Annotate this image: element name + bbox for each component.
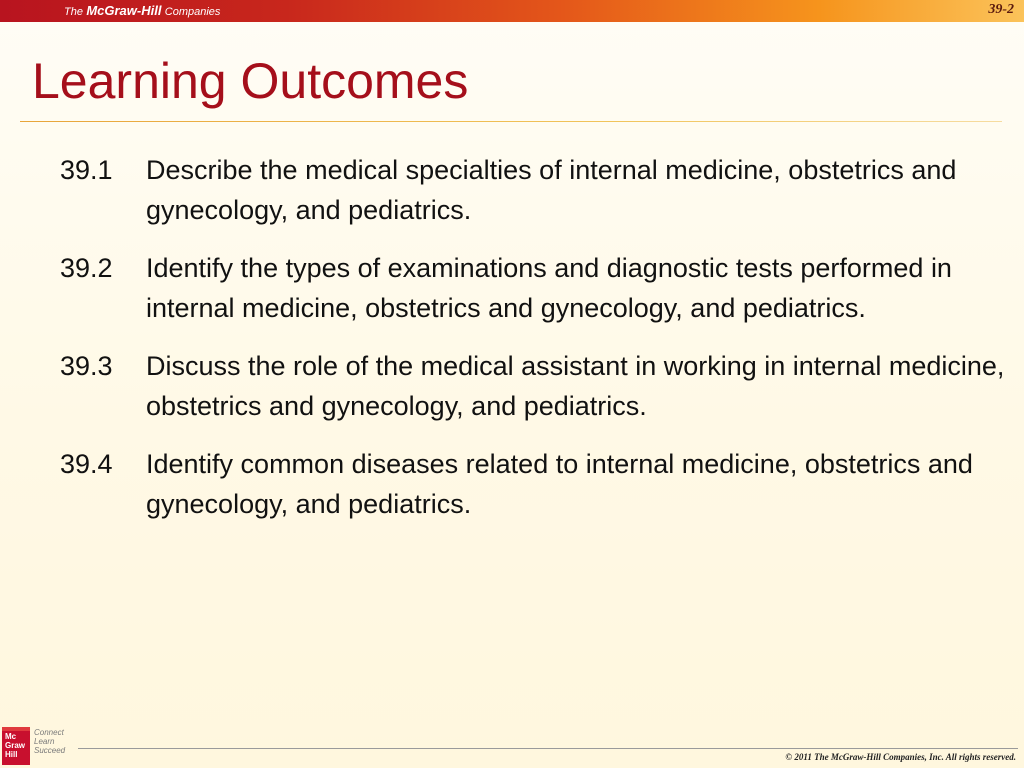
mcgraw-hill-logo (2, 727, 30, 765)
copyright-notice: © 2011 The McGraw-Hill Companies, Inc. All rights reserved. (785, 752, 1016, 762)
outcome-number: 39.1 (60, 155, 113, 185)
outcome-item (60, 346, 1010, 426)
outcome-text: Identify the types of examinations and diagnostic tests performed in internal medicine, obstetrics and gynecology, and pediatrics. (146, 253, 952, 323)
logo-line: Hill (5, 750, 18, 759)
outcome-number: 39.3 (60, 351, 113, 381)
brand-suffix: Companies (164, 6, 221, 18)
outcome-text: Describe the medical specialties of internal medicine, obstetrics and gynecology, and pediatrics. (146, 155, 957, 225)
tagline-line: Learn (34, 737, 55, 746)
logo-line: Mc (5, 732, 17, 741)
outcome-item (60, 150, 1010, 230)
tagline (34, 728, 65, 755)
outcome-text: Discuss the role of the medical assistant in working in internal medicine, obstetrics and gynecology, and pediatrics. (146, 351, 1005, 421)
slide-title: Learning Outcomes (32, 53, 469, 109)
brand-name: McGraw-Hill (86, 3, 162, 18)
brand-prefix: The (64, 6, 83, 18)
outcome-item (60, 444, 1010, 524)
outcome-number: 39.4 (60, 449, 113, 479)
tagline-line: Connect (34, 728, 64, 737)
title-divider (20, 121, 1002, 122)
footer-divider (78, 748, 1018, 749)
learning-outcomes-list (60, 150, 1010, 542)
outcome-text: Identify common diseases related to internal medicine, obstetrics and gynecology, and pediatrics. (146, 449, 973, 519)
outcome-number: 39.2 (60, 253, 113, 283)
tagline-line: Succeed (34, 746, 66, 755)
logo-line: Graw (5, 741, 26, 750)
slide-number: 39-2 (988, 2, 1014, 17)
top-banner (0, 0, 1024, 22)
outcome-item (60, 248, 1010, 328)
mcgraw-hill-banner-logo (64, 3, 220, 20)
